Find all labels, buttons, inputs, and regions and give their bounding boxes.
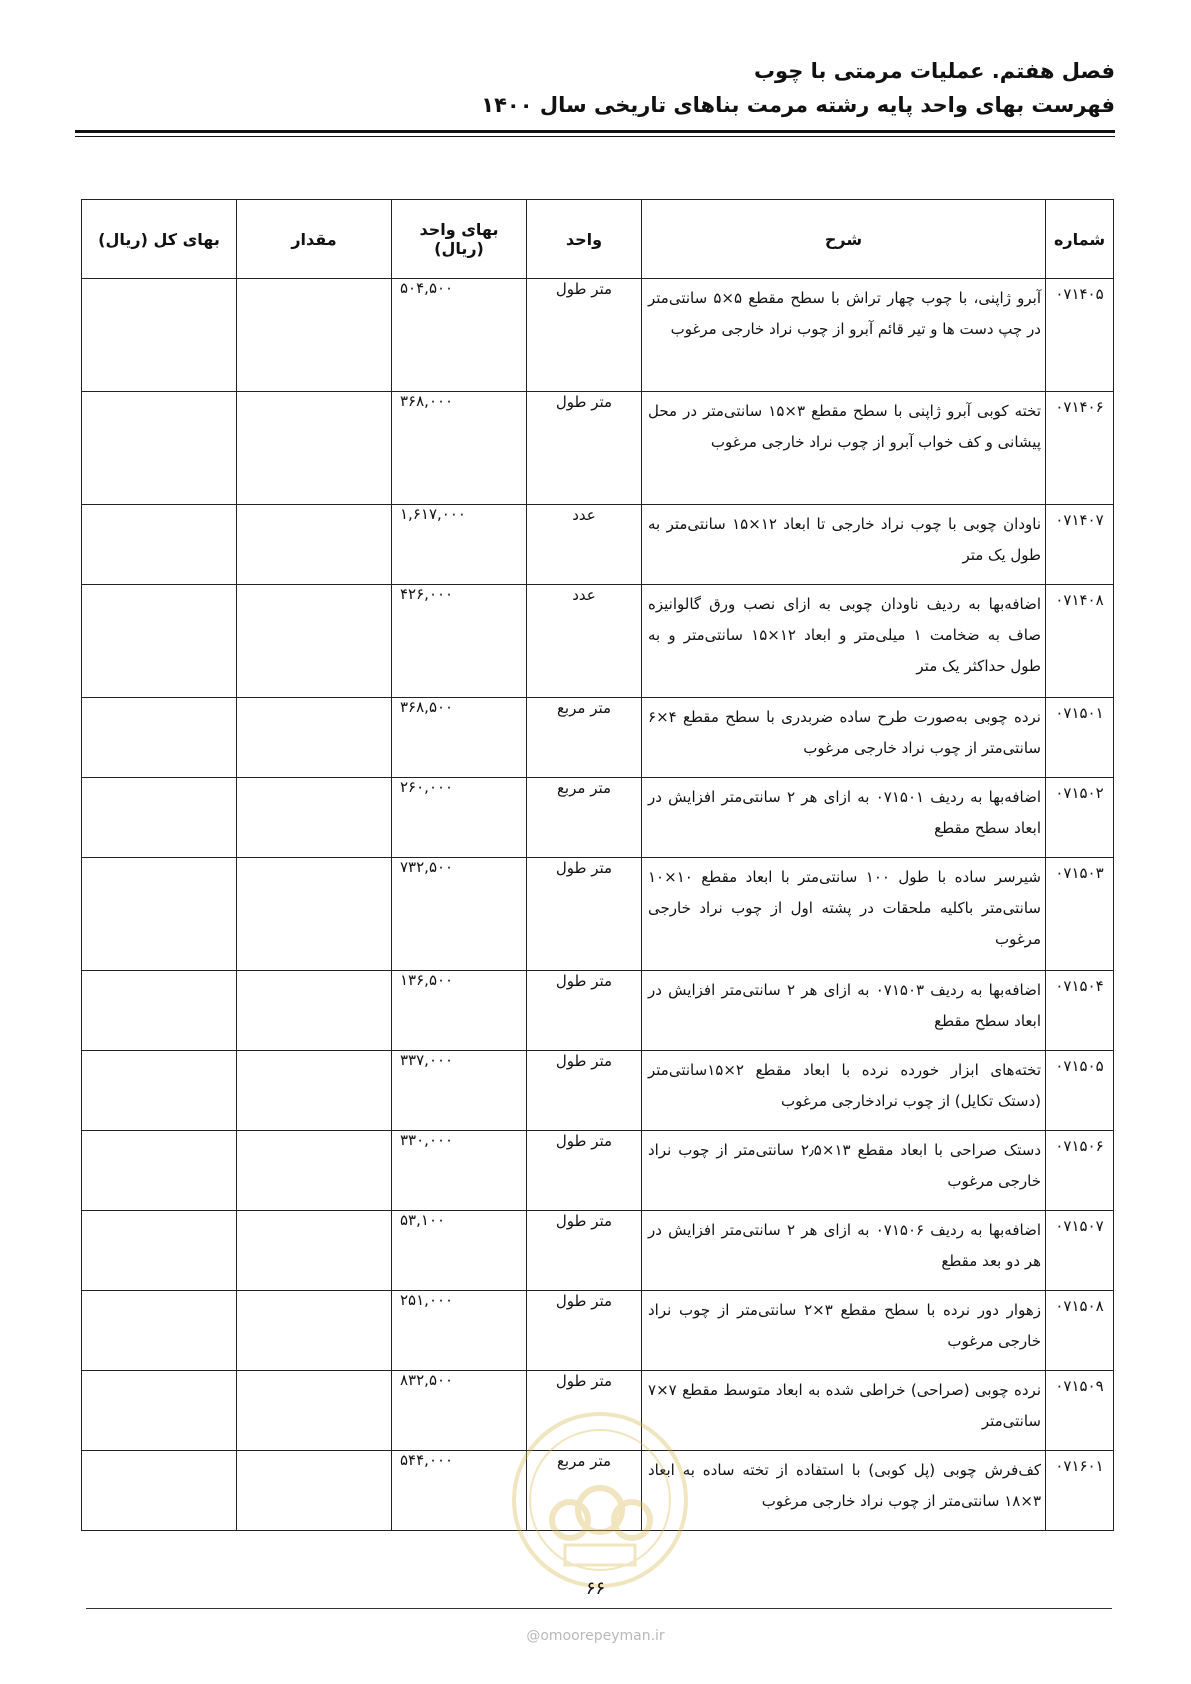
item-unit-price: ۳۶۸,۵۰۰ — [392, 698, 527, 778]
item-unit-price: ۴۲۶,۰۰۰ — [392, 585, 527, 698]
item-total — [82, 585, 237, 698]
item-quantity — [237, 505, 392, 585]
website-watermark: @omoorepeyman.ir — [526, 1628, 665, 1644]
table-row — [82, 778, 1114, 858]
item-code: ۰۷۱۵۰۹ — [1046, 1371, 1114, 1451]
omoore-peyman-watermark-seal — [510, 1410, 690, 1590]
table-row — [82, 858, 1114, 971]
item-quantity — [237, 1451, 392, 1531]
item-quantity — [237, 1211, 392, 1291]
column-header-description: شرح — [642, 200, 1046, 279]
column-header-unit: واحد — [527, 200, 642, 279]
column-header-quantity: مقدار — [237, 200, 392, 279]
item-quantity — [237, 1051, 392, 1131]
table-row — [82, 1211, 1114, 1291]
table-row — [82, 1131, 1114, 1211]
item-unit-price: ۱,۶۱۷,۰۰۰ — [392, 505, 527, 585]
table-row — [82, 971, 1114, 1051]
item-unit: متر طول — [527, 392, 642, 505]
item-description: اضافه‌بها به ردیف ۰۷۱۵۰۱ به ازای هر ۲ سانتی‌متر افزایش در ابعاد سطح مقطع — [642, 778, 1046, 858]
item-code: ۰۷۱۵۰۶ — [1046, 1131, 1114, 1211]
item-description: نرده چوبی به‌صورت طرح ساده ضربدری با سطح مقطع ۴×۶ سانتی‌متر از چوب نراد خارجی مرغوب — [642, 698, 1046, 778]
table-row — [82, 1051, 1114, 1131]
item-unit: عدد — [527, 505, 642, 585]
item-code: ۰۷۱۴۰۶ — [1046, 392, 1114, 505]
table-row — [82, 585, 1114, 698]
item-unit: عدد — [527, 585, 642, 698]
item-unit-price: ۳۶۸,۰۰۰ — [392, 392, 527, 505]
item-description: شیرسر ساده با طول ۱۰۰ سانتی‌متر با ابعاد مقطع ۱۰×۱۰ سانتی‌متر باکلیه ملحقات در پشته اول از چوب نراد خارجی مرغوب — [642, 858, 1046, 971]
item-unit-price: ۵۰۴,۵۰۰ — [392, 279, 527, 392]
item-unit: متر طول — [527, 971, 642, 1051]
item-unit: متر طول — [527, 279, 642, 392]
item-description: تخته کوبی آبرو ژاپنی با سطح مقطع ۳×۱۵ سانتی‌متر در محل پیشانی و کف خواب آبرو از چوب نراد خارجی مرغوب — [642, 392, 1046, 505]
item-description: اضافه‌بها به ردیف ناودان چوبی به ازای نصب ورق گالوانیزه صاف به ضخامت ۱ میلی‌متر و ابعاد ۱۲×۱۵ سانتی‌متر و به طول حداکثر یک متر — [642, 585, 1046, 698]
header-rule-thin — [75, 136, 1115, 137]
item-unit: متر طول — [527, 1051, 642, 1131]
item-unit: متر طول — [527, 1371, 642, 1451]
item-code: ۰۷۱۴۰۸ — [1046, 585, 1114, 698]
item-unit: متر طول — [527, 1211, 642, 1291]
item-unit-price: ۷۳۲,۵۰۰ — [392, 858, 527, 971]
item-unit: متر مربع — [527, 1451, 642, 1531]
price-table — [81, 199, 1114, 1531]
item-total — [82, 971, 237, 1051]
item-code: ۰۷۱۵۰۷ — [1046, 1211, 1114, 1291]
item-total — [82, 505, 237, 585]
item-quantity — [237, 698, 392, 778]
table-row — [82, 1291, 1114, 1371]
table-row — [82, 698, 1114, 778]
item-description: تخته‌های ابزار خورده نرده با ابعاد مقطع ۲×۱۵سانتی‌متر (دستک تکایل) از چوب نرادخارجی مرغوب — [642, 1051, 1046, 1131]
item-total — [82, 698, 237, 778]
item-total — [82, 279, 237, 392]
item-unit: متر طول — [527, 858, 642, 971]
item-description: اضافه‌بها به ردیف ۰۷۱۵۰۶ به ازای هر ۲ سانتی‌متر افزایش در هر دو بعد مقطع — [642, 1211, 1046, 1291]
item-total — [82, 778, 237, 858]
item-quantity — [237, 585, 392, 698]
item-total — [82, 1291, 237, 1371]
item-unit-price: ۲۶۰,۰۰۰ — [392, 778, 527, 858]
item-total — [82, 1051, 237, 1131]
item-quantity — [237, 971, 392, 1051]
item-description: آبرو ژاپنی، با چوب چهار تراش با سطح مقطع ۵×۵ سانتی‌متر در چپ دست ها و تیر قائم آبرو از چوب نراد خارجی مرغوب — [642, 279, 1046, 392]
item-unit: متر طول — [527, 1291, 642, 1371]
item-unit-price: ۳۳۷,۰۰۰ — [392, 1051, 527, 1131]
item-unit: متر مربع — [527, 778, 642, 858]
item-description: کف‌فرش چوبی (پل کوبی) با استفاده از تخته ساده به ابعاد ۳×۱۸ سانتی‌متر از چوب نراد خارجی مرغوب — [642, 1451, 1046, 1531]
table-header-row — [82, 200, 1114, 279]
page-number: ۶۶ — [585, 1578, 606, 1599]
column-header-code: شماره — [1046, 200, 1114, 279]
chapter-title: فصل هفتم. عملیات مرمتی با چوب — [753, 59, 1115, 83]
item-unit: متر مربع — [527, 698, 642, 778]
item-unit-price: ۵۴۴,۰۰۰ — [392, 1451, 527, 1531]
item-code: ۰۷۱۶۰۱ — [1046, 1451, 1114, 1531]
item-description: نرده چوبی (صراحی) خراطی شده به ابعاد متوسط مقطع ۷×۷ سانتی‌متر — [642, 1371, 1046, 1451]
page-header — [75, 56, 1115, 120]
item-quantity — [237, 858, 392, 971]
item-code: ۰۷۱۵۰۸ — [1046, 1291, 1114, 1371]
item-unit: متر طول — [527, 1131, 642, 1211]
item-unit-price: ۵۳,۱۰۰ — [392, 1211, 527, 1291]
item-quantity — [237, 1291, 392, 1371]
document-subtitle: فهرست بهای واحد پایه رشته مرمت بناهای تاریخی سال ۱۴۰۰ — [481, 93, 1115, 117]
table-row — [82, 505, 1114, 585]
item-description: زهوار دور نرده با سطح مقطع ۳×۲ سانتی‌متر از چوب نراد خارجی مرغوب — [642, 1291, 1046, 1371]
item-total — [82, 1211, 237, 1291]
item-quantity — [237, 392, 392, 505]
column-header-unit-price: بهای واحد (ریال) — [392, 200, 527, 279]
item-quantity — [237, 1131, 392, 1211]
item-code: ۰۷۱۵۰۴ — [1046, 971, 1114, 1051]
item-description: ناودان چوبی با چوب نراد خارجی تا ابعاد ۱۲×۱۵ سانتی‌متر به طول یک متر — [642, 505, 1046, 585]
item-quantity — [237, 1371, 392, 1451]
footer-rule — [86, 1608, 1112, 1609]
header-rule-thick — [75, 130, 1115, 133]
item-unit-price: ۱۳۶,۵۰۰ — [392, 971, 527, 1051]
item-description: دستک صراحی با ابعاد مقطع ۱۳×۲٫۵ سانتی‌متر از چوب نراد خارجی مرغوب — [642, 1131, 1046, 1211]
table-row — [82, 279, 1114, 392]
item-code: ۰۷۱۵۰۵ — [1046, 1051, 1114, 1131]
table-row — [82, 392, 1114, 505]
item-total — [82, 858, 237, 971]
item-total — [82, 392, 237, 505]
item-code: ۰۷۱۵۰۱ — [1046, 698, 1114, 778]
item-description: اضافه‌بها به ردیف ۰۷۱۵۰۳ به ازای هر ۲ سانتی‌متر افزایش در ابعاد سطح مقطع — [642, 971, 1046, 1051]
item-quantity — [237, 279, 392, 392]
item-unit-price: ۸۳۲,۵۰۰ — [392, 1371, 527, 1451]
column-header-total-price: بهای کل (ریال) — [82, 200, 237, 279]
item-total — [82, 1451, 237, 1531]
item-unit-price: ۲۵۱,۰۰۰ — [392, 1291, 527, 1371]
item-code: ۰۷۱۴۰۷ — [1046, 505, 1114, 585]
item-code: ۰۷۱۵۰۲ — [1046, 778, 1114, 858]
item-code: ۰۷۱۴۰۵ — [1046, 279, 1114, 392]
item-total — [82, 1131, 237, 1211]
item-code: ۰۷۱۵۰۳ — [1046, 858, 1114, 971]
item-total — [82, 1371, 237, 1451]
item-quantity — [237, 778, 392, 858]
item-unit-price: ۳۳۰,۰۰۰ — [392, 1131, 527, 1211]
